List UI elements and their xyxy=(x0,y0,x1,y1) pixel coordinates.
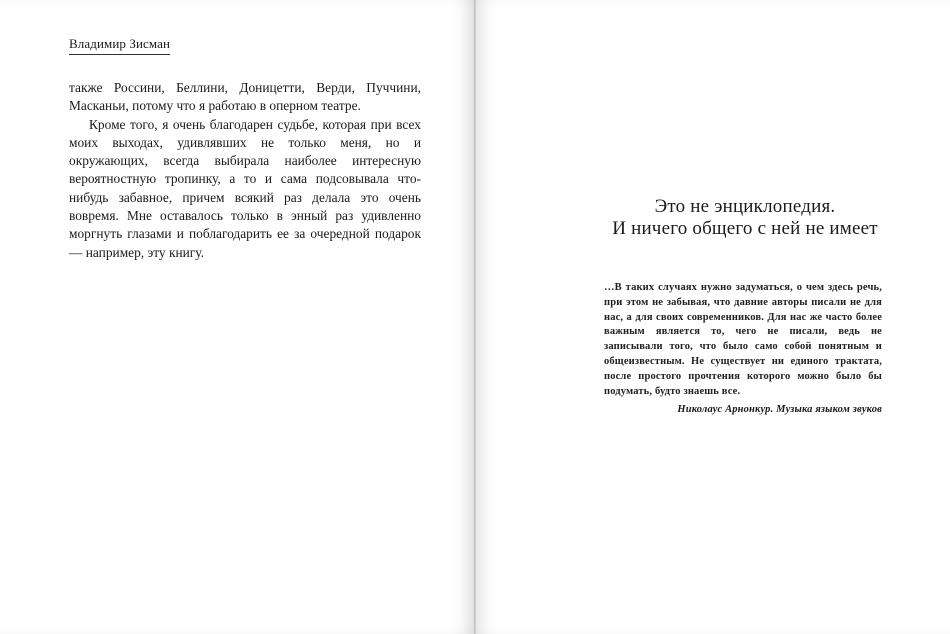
paragraph-2: Кроме того, я очень благодарен судьбе, которая при всех моих выходах, удивлявших не только меня, но и окружающих, всегда выбирала наиболее интересную вероятностную тропинку, а то и сама подсовывала что-нибудь забавное, причем всякий раз делала это очень вовремя. Мне оставалось только в энный раз удивленно моргнуть глазами и поблагодарить ее за очередной подарок — например, эту книгу. xyxy=(69,116,421,260)
epigraph xyxy=(604,281,882,418)
left-page xyxy=(0,0,474,634)
epigraph-text: …В таких случаях нужно задуматься, о чем здесь речь, при этом не забывая, что давние авторы писали не для нас, а для своих современников. Для нас же часто более важным является то, чего не писали, ведь не записывали того, что было само собой понятным и общеизвестным. Не существует ни единого трактата, после простого прочтения которого можно было бы подумать, будто знаешь все. xyxy=(604,282,882,397)
running-head: Владимир Зисман xyxy=(69,36,170,55)
right-page xyxy=(476,0,950,634)
body-text xyxy=(69,79,421,262)
chapter-title-line-1: Это не энциклопедия. xyxy=(654,196,836,217)
chapter-title-line-2: И ничего общего с ней не имеет xyxy=(612,218,878,239)
epigraph-source: Николаус Арнонкур. Музыка языком звуков xyxy=(677,404,882,416)
paragraph-1: также Россини, Беллини, Доницетти, Верди, Пуччини, Масканьи, потому что я работаю в оперном театре. xyxy=(69,80,421,114)
chapter-title xyxy=(476,196,950,240)
